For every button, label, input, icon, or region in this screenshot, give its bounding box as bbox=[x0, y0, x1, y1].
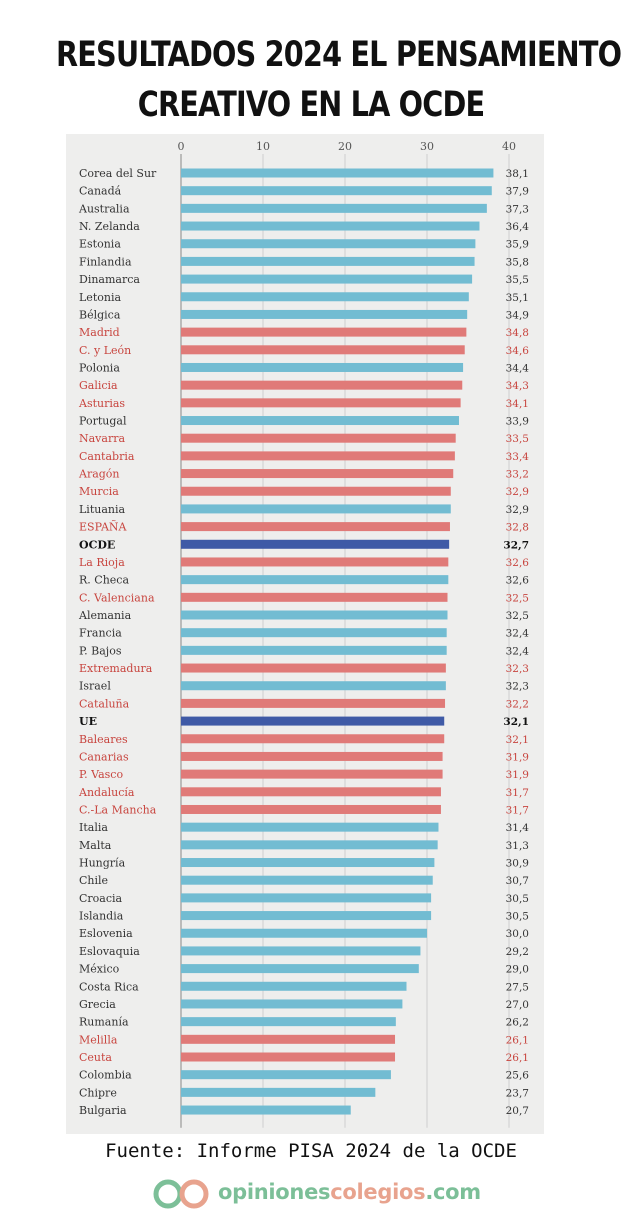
category-label: Malta bbox=[79, 838, 112, 852]
logo-text-part-2: colegios bbox=[330, 1180, 426, 1204]
category-label: OCDE bbox=[79, 538, 116, 552]
x-tick-label: 10 bbox=[256, 140, 270, 153]
bar bbox=[181, 611, 448, 620]
value-label: 30,9 bbox=[505, 857, 529, 870]
logo-rings-icon bbox=[152, 1178, 214, 1210]
value-label: 32,1 bbox=[503, 716, 529, 729]
value-label: 33,5 bbox=[505, 433, 529, 446]
value-label: 31,7 bbox=[505, 786, 529, 799]
category-label: Extremadura bbox=[79, 662, 153, 676]
category-label: Israel bbox=[79, 679, 111, 693]
title-line-1: RESULTADOS 2024 EL PENSAMIENTO bbox=[55, 35, 622, 75]
value-label: 33,9 bbox=[505, 415, 529, 428]
chart-panel bbox=[66, 134, 544, 1134]
bar bbox=[181, 717, 444, 726]
category-label: Hungría bbox=[79, 856, 126, 870]
x-tick-label: 30 bbox=[420, 140, 434, 153]
value-label: 36,4 bbox=[505, 221, 529, 234]
logo-text-part-1: opiniones bbox=[218, 1180, 331, 1204]
value-label: 32,4 bbox=[505, 645, 529, 658]
category-label: Alemania bbox=[79, 609, 132, 622]
value-label: 32,1 bbox=[505, 733, 529, 746]
bar bbox=[181, 416, 459, 425]
category-label: Islandia bbox=[79, 909, 124, 923]
category-label: Madrid bbox=[79, 326, 120, 340]
bar bbox=[181, 169, 493, 178]
value-label: 37,3 bbox=[505, 203, 529, 216]
bar bbox=[181, 770, 443, 779]
value-label: 34,3 bbox=[505, 380, 529, 393]
bar bbox=[181, 1088, 375, 1097]
bar bbox=[181, 911, 431, 920]
value-label: 32,7 bbox=[503, 539, 529, 552]
value-label: 32,6 bbox=[505, 556, 529, 569]
category-label: Cataluña bbox=[79, 697, 130, 711]
value-label: 31,7 bbox=[505, 804, 529, 817]
category-label: Bulgaria bbox=[79, 1104, 127, 1118]
value-label: 31,9 bbox=[505, 769, 529, 782]
bar bbox=[181, 946, 420, 955]
value-label: 26,1 bbox=[505, 1034, 529, 1047]
category-label: Canarias bbox=[79, 750, 129, 764]
category-label: Colombia bbox=[79, 1068, 132, 1082]
bar bbox=[181, 239, 475, 248]
value-label: 32,4 bbox=[505, 627, 529, 640]
bar bbox=[181, 469, 453, 478]
bar bbox=[181, 929, 427, 938]
value-label: 29,2 bbox=[505, 945, 529, 958]
category-label: México bbox=[79, 962, 120, 976]
category-label: Rumanía bbox=[79, 1015, 129, 1029]
category-label: Letonia bbox=[79, 290, 122, 304]
value-label: 35,9 bbox=[505, 238, 529, 251]
value-label: 20,7 bbox=[505, 1105, 529, 1118]
bar bbox=[181, 292, 469, 301]
category-label: Bélgica bbox=[79, 308, 121, 322]
bar bbox=[181, 1035, 395, 1044]
category-label: Australia bbox=[79, 202, 130, 216]
bar bbox=[181, 840, 438, 849]
category-label: Finlandia bbox=[79, 255, 132, 269]
category-label: P. Vasco bbox=[79, 768, 124, 782]
value-label: 26,2 bbox=[505, 1016, 529, 1029]
value-label: 32,3 bbox=[505, 680, 529, 693]
bar bbox=[181, 893, 431, 902]
bar bbox=[181, 381, 462, 390]
category-label: Estonia bbox=[79, 237, 121, 251]
category-label: ESPAÑA bbox=[79, 520, 127, 534]
category-label: C.-La Mancha bbox=[79, 803, 157, 817]
category-label: Cantabria bbox=[79, 449, 135, 463]
bar bbox=[181, 1070, 391, 1079]
page-title bbox=[55, 30, 622, 130]
bar bbox=[181, 1106, 351, 1115]
category-label: Francia bbox=[79, 626, 122, 640]
bar bbox=[181, 575, 448, 584]
bar bbox=[181, 557, 448, 566]
bar bbox=[181, 1053, 395, 1062]
value-label: 26,1 bbox=[505, 1052, 529, 1064]
value-label: 34,8 bbox=[505, 327, 529, 340]
category-label: Murcia bbox=[79, 485, 119, 499]
value-label: 32,5 bbox=[505, 592, 529, 605]
bar bbox=[181, 222, 479, 231]
value-label: 30,5 bbox=[505, 892, 529, 905]
value-label: 32,2 bbox=[505, 698, 529, 711]
category-label: Asturias bbox=[79, 396, 126, 410]
source-caption: Fuente: Informe PISA 2024 de la OCDE bbox=[105, 1140, 517, 1162]
category-label: C. Valenciana bbox=[79, 591, 155, 605]
value-label: 27,0 bbox=[505, 998, 529, 1011]
category-label: Italia bbox=[79, 821, 108, 835]
bar bbox=[181, 186, 492, 195]
bar bbox=[181, 310, 467, 319]
value-label: 34,6 bbox=[505, 344, 529, 357]
bar bbox=[181, 858, 434, 867]
value-label: 35,8 bbox=[505, 256, 529, 269]
bar bbox=[181, 593, 448, 602]
bar bbox=[181, 487, 451, 496]
category-label: Melilla bbox=[79, 1033, 118, 1047]
value-label: 27,5 bbox=[505, 981, 529, 994]
category-label: C. y León bbox=[79, 343, 132, 357]
bar bbox=[181, 434, 456, 443]
bar bbox=[181, 681, 446, 690]
category-label: Grecia bbox=[79, 997, 116, 1011]
value-label: 33,2 bbox=[505, 468, 529, 481]
bar bbox=[181, 805, 441, 814]
value-label: 34,1 bbox=[505, 397, 529, 410]
bar bbox=[181, 451, 455, 460]
value-label: 38,1 bbox=[505, 168, 529, 180]
bar bbox=[181, 734, 444, 743]
category-label: Dinamarca bbox=[79, 273, 140, 287]
bar bbox=[181, 982, 407, 991]
category-label: P. Bajos bbox=[79, 644, 122, 658]
value-label: 23,7 bbox=[505, 1087, 529, 1100]
category-label: Aragón bbox=[79, 467, 120, 481]
bar bbox=[181, 876, 433, 885]
logo-text bbox=[218, 1180, 481, 1204]
category-label: Eslovaquia bbox=[79, 944, 140, 958]
value-label: 32,6 bbox=[505, 574, 529, 587]
category-label: Baleares bbox=[79, 732, 128, 746]
value-label: 31,3 bbox=[505, 839, 529, 852]
category-label: Ceuta bbox=[79, 1051, 112, 1064]
value-label: 29,0 bbox=[505, 963, 529, 976]
bar bbox=[181, 752, 443, 761]
value-label: 33,4 bbox=[505, 450, 529, 463]
category-label: Chipre bbox=[79, 1086, 117, 1100]
value-label: 35,1 bbox=[505, 291, 529, 304]
bar bbox=[181, 646, 447, 655]
bar bbox=[181, 999, 402, 1008]
value-label: 25,6 bbox=[505, 1069, 529, 1082]
logo-text-part-3: .com bbox=[425, 1180, 481, 1204]
bar bbox=[181, 699, 445, 708]
category-label: Chile bbox=[79, 874, 109, 888]
brand-logo[interactable] bbox=[152, 1176, 492, 1212]
category-label: Andalucía bbox=[79, 785, 135, 799]
bar bbox=[181, 328, 466, 337]
value-label: 32,8 bbox=[505, 521, 529, 534]
x-tick-label: 40 bbox=[502, 140, 516, 153]
value-label: 35,5 bbox=[505, 274, 529, 287]
value-label: 32,9 bbox=[505, 486, 529, 499]
bar bbox=[181, 275, 472, 284]
value-label: 30,0 bbox=[505, 928, 529, 941]
category-label: R. Checa bbox=[79, 573, 130, 587]
category-label: Costa Rica bbox=[79, 980, 139, 994]
bar bbox=[181, 257, 475, 266]
category-label: Galicia bbox=[79, 379, 118, 393]
title-line-2: CREATIVO EN LA OCDE bbox=[137, 85, 485, 125]
category-label: Portugal bbox=[79, 414, 127, 428]
bar bbox=[181, 398, 461, 407]
category-label: Navarra bbox=[79, 432, 126, 446]
bar bbox=[181, 1017, 396, 1026]
category-label: La Rioja bbox=[79, 555, 125, 569]
value-label: 32,3 bbox=[505, 663, 529, 676]
category-label: Polonia bbox=[79, 361, 120, 375]
bar-chart bbox=[66, 134, 544, 1134]
value-label: 34,9 bbox=[505, 309, 529, 322]
value-label: 37,9 bbox=[505, 185, 529, 198]
bar bbox=[181, 504, 451, 513]
value-label: 31,9 bbox=[505, 751, 529, 764]
category-label: Eslovenia bbox=[79, 927, 133, 941]
value-label: 32,9 bbox=[505, 503, 529, 516]
bar bbox=[181, 823, 438, 832]
bar bbox=[181, 540, 449, 549]
x-tick-label: 0 bbox=[177, 140, 185, 153]
category-label: UE bbox=[79, 715, 97, 729]
value-label: 31,4 bbox=[505, 822, 529, 835]
bar bbox=[181, 787, 441, 796]
x-tick-label: 20 bbox=[338, 140, 352, 153]
category-label: Croacia bbox=[79, 891, 123, 905]
value-label: 30,5 bbox=[505, 910, 529, 923]
bar bbox=[181, 345, 465, 354]
value-label: 30,7 bbox=[505, 875, 529, 888]
bar bbox=[181, 204, 487, 213]
value-label: 32,5 bbox=[505, 610, 529, 622]
category-label: Canadá bbox=[79, 184, 122, 198]
category-label: Lituania bbox=[79, 502, 126, 516]
category-label: N. Zelanda bbox=[79, 220, 140, 234]
value-label: 34,4 bbox=[505, 362, 529, 375]
bar bbox=[181, 964, 419, 973]
bar bbox=[181, 664, 446, 673]
bar bbox=[181, 363, 463, 372]
category-label: Corea del Sur bbox=[79, 167, 157, 180]
bar bbox=[181, 628, 447, 637]
bar bbox=[181, 522, 450, 531]
